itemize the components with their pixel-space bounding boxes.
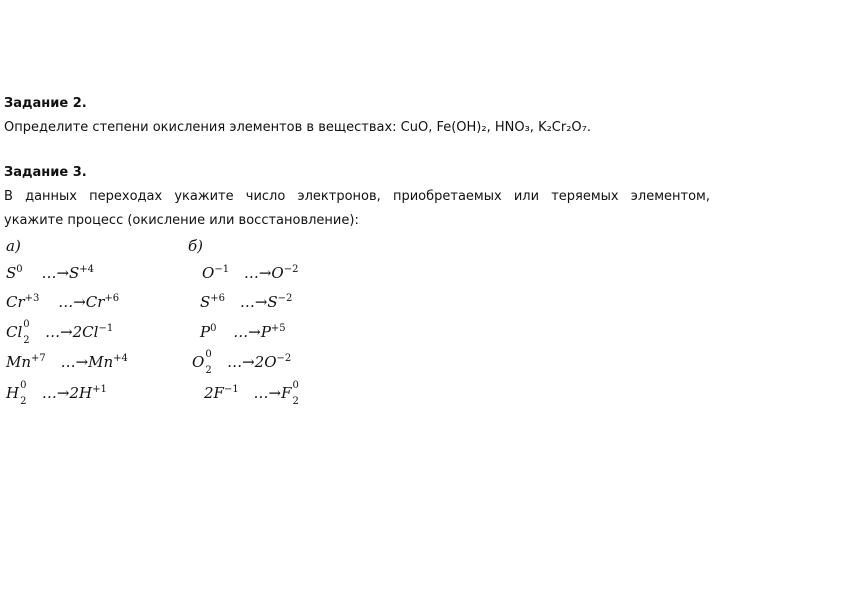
oxidation-state: −1 — [223, 384, 239, 395]
transition-arrow: …→ — [41, 384, 70, 402]
transition-a5 — [6, 380, 107, 407]
transition-arrow: …→ — [60, 353, 89, 371]
task2-title: Задание 2. — [4, 96, 87, 111]
oxidation-state: 0 — [20, 380, 27, 391]
transition-a3 — [6, 319, 114, 346]
species-left: P — [200, 323, 211, 341]
species-right: O — [271, 264, 284, 282]
transition-b2 — [200, 292, 292, 312]
species-right: Mn — [88, 353, 114, 371]
oxidation-state: −1 — [98, 323, 114, 334]
oxidation-state: −2 — [283, 264, 299, 275]
oxidation-state: +3 — [24, 293, 40, 304]
species-right: 2H — [69, 384, 93, 402]
species-left: S — [6, 264, 17, 282]
task3-instruction-line2: укажите процесс (окисление или восстановление): — [4, 213, 359, 228]
species-right: 2O — [254, 353, 277, 371]
species-right: 2Cl — [72, 323, 99, 341]
task3-title: Задание 3. — [4, 165, 87, 180]
transition-arrow: …→ — [243, 264, 272, 282]
oxidation-state: 0 — [205, 349, 212, 360]
subscript: 2 — [205, 365, 212, 376]
transition-arrow: …→ — [233, 323, 261, 341]
oxidation-state: +6 — [104, 293, 120, 304]
oxidation-state: 0 — [210, 323, 217, 334]
species-left: S — [200, 293, 211, 311]
species-left: 2F — [204, 384, 224, 402]
oxidation-state: 0 — [16, 264, 23, 275]
oxidation-state: +7 — [31, 353, 46, 364]
transition-b5 — [204, 380, 301, 407]
oxidation-state: +5 — [270, 323, 286, 334]
species-right: Cr — [85, 293, 105, 311]
species-right: P — [260, 323, 271, 341]
oxidation-state: +4 — [113, 353, 128, 364]
column-a-label: а) — [6, 237, 21, 255]
transition-b3 — [200, 322, 286, 342]
oxidation-state: −2 — [276, 353, 292, 364]
species-left: Mn — [6, 353, 32, 371]
oxidation-state: +4 — [79, 264, 95, 275]
subscript: 2 — [292, 396, 299, 407]
species-left: H — [6, 384, 20, 402]
transition-arrow: …→ — [41, 264, 70, 282]
subscript: 2 — [20, 396, 27, 407]
transition-arrow: …→ — [45, 323, 73, 341]
subscript: 2 — [23, 335, 30, 346]
oxidation-state: 0 — [292, 380, 299, 391]
species-left: O — [192, 353, 205, 371]
oxidation-state: 0 — [23, 319, 30, 330]
task3-instruction-line1: В данных переходах укажите число электронов, приобретаемых или теряемых элементом, — [4, 189, 710, 204]
species-left: Cr — [6, 293, 25, 311]
transition-arrow: …→ — [227, 353, 255, 371]
transition-b1 — [202, 263, 298, 283]
species-right: S — [267, 293, 278, 311]
oxidation-state: −1 — [214, 264, 230, 275]
transition-b4 — [192, 349, 292, 376]
species-right: S — [69, 264, 80, 282]
transition-arrow: …→ — [239, 293, 268, 311]
species-left: O — [202, 264, 215, 282]
transition-a1 — [6, 263, 94, 283]
oxidation-state: −2 — [277, 293, 293, 304]
transition-a4 — [6, 352, 128, 372]
oxidation-state: +1 — [92, 384, 107, 395]
column-b-label: б) — [188, 237, 204, 255]
task2-text: Определите степени окисления элементов в веществах: CuO, Fe(OH)₂, HNO₃, K₂Cr₂O₇. — [4, 120, 592, 135]
transition-arrow: …→ — [58, 293, 86, 311]
species-left: Cl — [6, 323, 23, 341]
species-right: F — [281, 384, 292, 402]
transition-arrow: …→ — [253, 384, 282, 402]
oxidation-state: +6 — [210, 293, 226, 304]
transition-a2 — [6, 292, 119, 312]
